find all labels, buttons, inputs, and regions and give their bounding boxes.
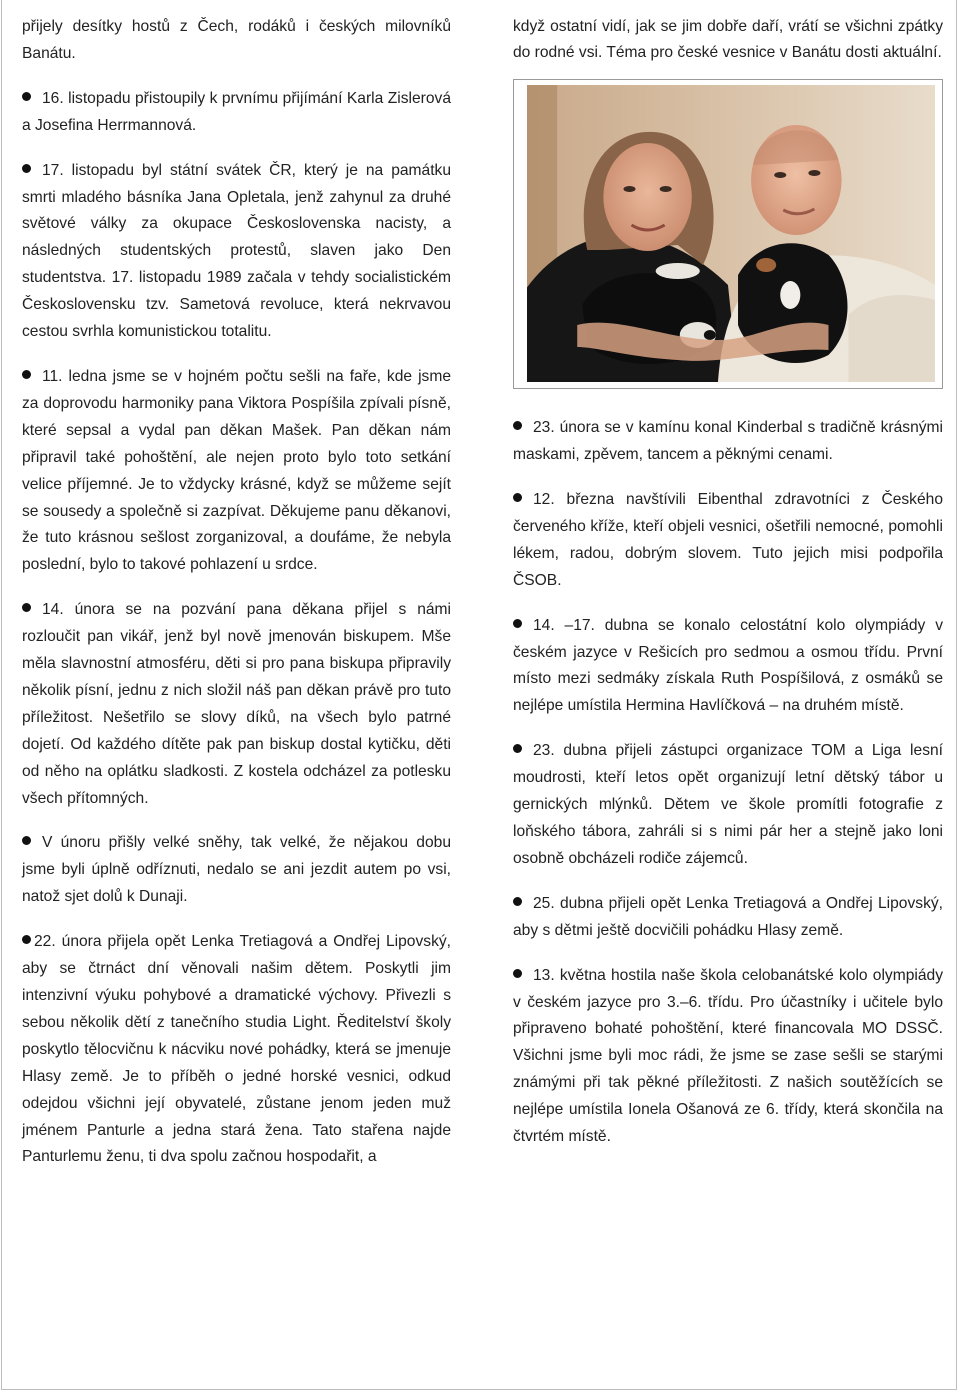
article-item bbox=[22, 830, 451, 911]
bullet-icon bbox=[513, 619, 522, 628]
newsletter-page bbox=[1, 0, 957, 1390]
news-text: 16. listopadu přistoupily k prvnímu přijímání Karla Zislerová a Josefina Herrmannová. bbox=[22, 89, 451, 134]
bullet-icon bbox=[22, 935, 31, 944]
news-text: 12. března navštívili Eibenthal zdravotníci z Českého červeného kříže, kteří objeli vesnici, ošetřili nemocné, pomohli lékem, radou, dobrým slovem. Tuto jejich misi podpořila ČSOB. bbox=[513, 491, 943, 589]
article-item bbox=[513, 14, 943, 65]
news-text: V únoru přišly velké sněhy, tak velké, že nějakou dobu jsme byli úplně odříznuti, nedalo se ani jezdit autem po vsi, natož sjet dolů k Dunaji. bbox=[22, 834, 451, 906]
bullet-icon bbox=[22, 603, 31, 612]
bullet-icon bbox=[22, 836, 31, 845]
news-text: 13. května hostila naše škola celobanátské kolo olympiády v českém jazyce pro 3.–6. třídu. Pro účastníky i učitele bylo připraveno bohaté pohoštění, které financovala MO DSSČ. Všichni jsme byli moc rádi, že jsme se zase sešli se starými známými při tak pěkné příležitosti. Z našich soutěžících se nejlépe umístila Ionela Ošanová ze 6. třídy, která skončila na čtvrtém místě. bbox=[513, 966, 943, 1146]
article-item bbox=[22, 929, 451, 1171]
article-item bbox=[22, 364, 451, 579]
news-text: 14. –17. dubna se konalo celostátní kolo olympiády v českém jazyce v Rešicích pro sedmou a osmou třídu. První místo mezi sedmáky získala Ruth Pospíšilová, z osmáků se nejlépe umístila Hermina Havlíčková – na druhém místě. bbox=[513, 616, 943, 715]
news-text: 11. ledna jsme se v hojném počtu sešli na faře, kde jsme za doprovodu harmoniky pana Viktora Pospíšila zpívali písně, které sepsal a vydal pan děkan Mašek. Pan děkan nám připravil také pohoštění, ale nejen proto bylo toto setkání velice příjemné. Je to vždycky krásné, když se můžeme sejít se sousedy a společně si zazpívat. Děkujeme panu děkanovi, že tuto krásnou sešlost zorganizoval, a doufáme, že nebyla poslední, bylo to takové pohlazení u srdce. bbox=[22, 367, 451, 574]
article-item bbox=[513, 963, 943, 1151]
bullet-icon bbox=[513, 744, 522, 753]
bullet-icon bbox=[513, 897, 522, 906]
people-with-puppies-photo bbox=[527, 85, 935, 382]
news-text: 14. února se na pozvání pana děkana přijel s námi rozloučit pan vikář, jenž byl nově jmenován biskupem. Mše měla slavnostní atmosféru, děti si pro pana biskupa připravily několik písní, jednu z nich složil náš pan děkan právě pro tuto příležitost. Nešetřilo se slovy díků, na všech bylo patrné dojetí. Od každého dítěte pak pan biskup dostal kytičku, děti od něho na oplátku sladkosti. Z kostela odcházel za potlesku všech přítomných. bbox=[22, 601, 451, 807]
news-text: 23. února se v kamínu konal Kinderbal s tradičně krásnými maskami, zpěvem, tancem a pěknými cenami. bbox=[513, 419, 943, 464]
article-item bbox=[22, 597, 451, 812]
paragraph-continuation: když ostatní vidí, jak se jim dobře daří, vrátí se všichni zpátky do rodné vsi. Téma pro české vesnice v Banátu dosti aktuální. bbox=[513, 18, 943, 61]
news-text: 22. února přijela opět Lenka Tretiagová a Ondřej Lipovský, aby se čtrnáct dní věnovali našim dětem. Poskytli jim intenzivní výuku pohybové a dramatické výchovy. Přivezli s sebou několik dětí z tanečního studia Light. Ředitelství školy poskytlo tělocvičnu k nácviku nové pohádky, která se jmenuje Hlasy země. Je to příběh o jedné horské vesnici, odkud odejdou všichni její obyvatelé, zůstane jenom jeden muž jménem Panturle a jedna stará žena. Tato stařena najde Panturlemu ženu, ti dva spolu začnou hospodařit, a bbox=[22, 933, 451, 1166]
news-text: 17. listopadu byl státní svátek ČR, který je na památku smrti mladého básníka Jana Opletala, jenž zahynul za druhé světové války za okupace Československa nacisty, a následných studentských protestů, slaven jako Den studentstva. 17. listopadu 1989 začala v tehdy socialistickém Československu tzv. Sametová revoluce, která nekrvavou cestou svrhla komunistickou totalitu. bbox=[22, 161, 451, 341]
left-column bbox=[22, 14, 451, 1189]
article-item bbox=[22, 158, 451, 346]
article-item bbox=[22, 86, 451, 140]
article-item bbox=[513, 487, 943, 595]
article-item bbox=[513, 891, 943, 945]
news-text: 25. dubna přijeli opět Lenka Tretiagová a Ondřej Lipovský, aby s dětmi ještě docvičili pohádku Hlasy země. bbox=[513, 894, 943, 939]
article-item bbox=[513, 738, 943, 873]
bullet-icon bbox=[513, 969, 522, 978]
bullet-icon bbox=[513, 493, 522, 502]
bullet-icon bbox=[22, 164, 31, 173]
article-item bbox=[22, 14, 451, 68]
news-text: 23. dubna přijeli zástupci organizace TOM a Liga lesní moudrosti, kteří letos opět organizují letní dětský tábor u gernických mlýnků. Dětem ve škole promítli fotografie z loňského tábora, zahráli si s nimi pár her a stejně jako loni osobně obcházeli rodiče zájemců. bbox=[513, 742, 943, 867]
article-item bbox=[513, 415, 943, 469]
right-column bbox=[513, 14, 943, 1169]
article-item bbox=[513, 613, 943, 721]
bullet-icon bbox=[22, 92, 31, 101]
photo-frame bbox=[513, 79, 943, 389]
bullet-icon bbox=[513, 421, 522, 430]
paragraph-continuation: přijely desítky hostů z Čech, rodáků i českých milovníků Banátu. bbox=[22, 18, 451, 62]
bullet-icon bbox=[22, 370, 31, 379]
